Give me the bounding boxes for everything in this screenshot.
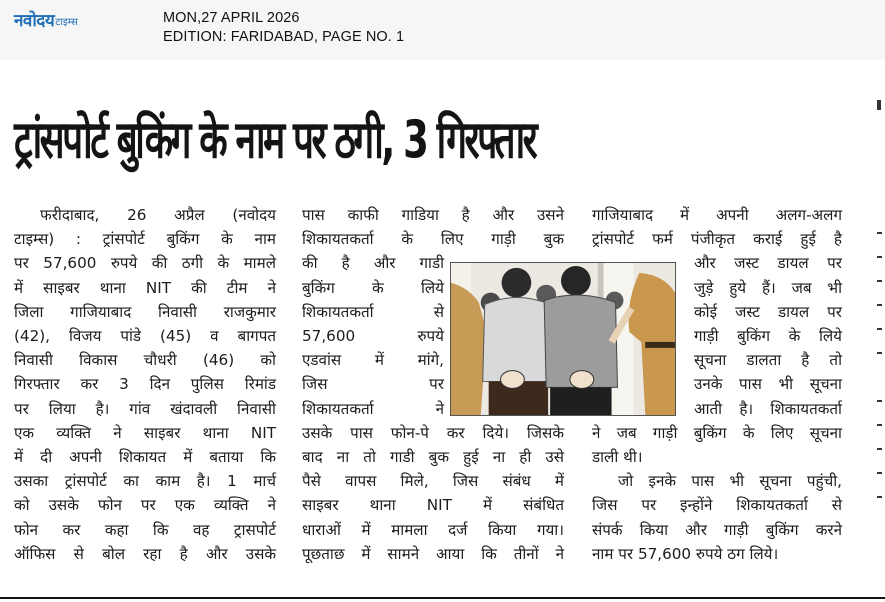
text-line: ट्रांसपोर्ट फर्म पंजीकृत कराई हुई है	[592, 230, 842, 249]
text-line: गाड़ी बुकिंग के लिये	[694, 327, 842, 346]
text-line: धाराओं में मामला दर्ज किया गया।	[302, 520, 564, 539]
edge-glyph	[877, 400, 882, 402]
text-line: कोई जस्ट डायल पर	[694, 302, 842, 321]
edge-glyph	[877, 472, 882, 474]
edge-glyph	[877, 328, 882, 330]
text-line: आती है। शिकायतकर्ता	[694, 399, 842, 418]
text-line: संपर्क किया और गाड़ी बुकिंग करने	[592, 520, 842, 539]
text-line: शिकायतकर्ता ने	[302, 399, 444, 418]
text-line: जिला गाजियाबाद निवासी राजकुमार	[14, 302, 276, 321]
text-line: फोन कर कहा कि वह ट्रासपोर्ट	[14, 520, 276, 539]
logo-main-text: नवोदय	[14, 11, 55, 31]
text-line: साइबर थाना NIT में संबंधित	[302, 496, 564, 515]
bottom-rule	[0, 597, 885, 599]
text-line: जो इनके पास भी सूचना पहुंची,	[618, 472, 842, 491]
edge-glyph	[877, 280, 882, 282]
text-line: और जस्ट डायल पर	[694, 254, 842, 273]
text-line: टाइम्स) : ट्रांसपोर्ट बुकिंग के नाम	[14, 230, 276, 249]
text-line: उसका ट्रांसपोर्ट का काम है। 1 मार्च	[14, 472, 276, 491]
text-line: शिकायतकर्ता से	[302, 302, 444, 321]
logo-sub-text: टाइम्स	[55, 17, 78, 28]
edge-glyph	[877, 100, 881, 110]
publication-date: MON,27 APRIL 2026	[163, 10, 300, 26]
text-line: नाम पर 57,600 रुपये ठग लिये।	[592, 544, 779, 563]
text-line: पास काफी गाडिया है और उसने	[302, 206, 564, 224]
text-line: एडवांस में मांगे,	[302, 351, 444, 370]
text-line: गिरफ्तार कर 3 दिन पुलिस रिमांड	[14, 375, 276, 394]
text-line: एक व्यक्ति ने साइबर थाना NIT	[14, 423, 276, 442]
article-image[interactable]	[450, 262, 676, 416]
edge-glyph	[877, 256, 882, 258]
text-line: ऑफिस से बोल रहा है और उसके	[14, 544, 276, 563]
edge-glyph	[877, 352, 882, 354]
text-line: पर 57,600 रुपये की ठगी के मामले	[14, 254, 276, 273]
text-line: जिस पर	[302, 375, 444, 394]
text-line: फरीदाबाद, 26 अप्रैल (नवोदय	[40, 206, 276, 224]
edge-glyph	[877, 304, 882, 306]
text-line: बुकिंग के लिये	[302, 278, 444, 297]
text-line: निवासी विकास चौधरी (46) को	[14, 351, 276, 370]
text-line: पर लिया है। गांव खंदावली निवासी	[14, 399, 276, 418]
edition-info	[163, 9, 404, 47]
newspaper-logo[interactable]	[14, 9, 78, 31]
text-line: 57,600 रुपये	[302, 327, 444, 346]
edge-glyph	[877, 496, 882, 498]
text-line: जुड़े हुये हैं। जब भी	[694, 278, 842, 297]
text-line: डाली थी।	[592, 448, 643, 467]
text-line: में साइबर थाना NIT की टीम ने	[14, 278, 276, 297]
text-line: को उसके फोन पर एक व्यक्ति ने	[14, 496, 276, 515]
article-headline: ट्रांसपोर्ट बुकिंग के नाम पर ठगी, 3 गिरफ्तार	[14, 110, 536, 171]
edge-glyph	[877, 424, 882, 426]
text-line: पैसे वापस मिले, जिस संबंध में	[302, 472, 564, 491]
text-line: (42), विजय पांडे (45) व बागपत	[14, 327, 276, 346]
text-line: शिकायतकर्ता के लिए गाड़ी बुक	[302, 230, 564, 249]
edition-page: EDITION: FARIDABAD, PAGE NO. 1	[163, 29, 405, 45]
text-line: उनके पास भी सूचना	[694, 375, 842, 394]
text-line: बाद ना तो गाडी बुक हुई ना ही उसे	[302, 448, 564, 467]
masthead-bar	[0, 0, 885, 60]
text-line: जिस पर इन्होंने शिकायतकर्ता से	[592, 496, 842, 515]
adjacent-column-edge	[870, 60, 885, 602]
edge-glyph	[877, 232, 882, 234]
text-line: सूचना डालता है तो	[694, 351, 842, 370]
text-line: में दी अपनी शिकायत में बताया कि	[14, 448, 276, 467]
text-line: की है और गाडी	[302, 254, 444, 273]
text-line: गाजियाबाद में अपनी अलग-अलग	[592, 206, 842, 224]
text-line: ने जब गाड़ी बुकिंग के लिए सूचना	[592, 423, 842, 442]
text-line: उसके पास फोन-पे कर दिये। जिसके	[302, 423, 564, 442]
text-line: पूछताछ में सामने आया कि तीनों ने	[302, 544, 564, 563]
edge-glyph	[877, 448, 882, 450]
article-column-1	[14, 203, 276, 566]
arrest-illustration-icon	[451, 263, 675, 415]
